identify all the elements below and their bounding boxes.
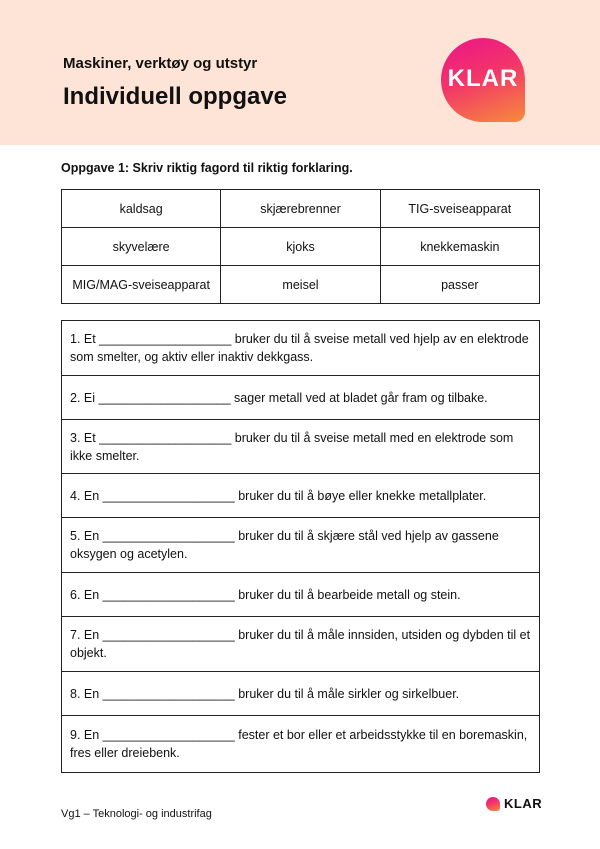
- klar-logo: [441, 38, 525, 122]
- word-bank-cell: meisel: [221, 266, 380, 304]
- sentence-row: 9. En ___________________ fester et bor eller et arbeidsstykke til en boremaskin, fres eller dreiebenk.: [70, 728, 528, 760]
- word-bank-cell: skjærebrenner: [221, 190, 380, 228]
- word-bank-row: [62, 228, 540, 266]
- sentence-row: 8. En ___________________ bruker du til å måle sirkler og sirkelbuer.: [62, 672, 539, 716]
- word-bank-row: [62, 266, 540, 304]
- word-bank-cell: TIG-sveiseapparat: [380, 190, 539, 228]
- klar-logo-text: KLAR: [447, 65, 519, 92]
- word-bank-cell: skyvelære: [62, 228, 221, 266]
- sentence-row: 1. Et ___________________ bruker du til å sveise metall ved hjelp av en elektrode som smelter, og aktiv eller inaktiv dekkgass.: [62, 321, 539, 376]
- sentence-row: 2. Ei ___________________ sager metall ved at bladet går fram og tilbake.: [62, 376, 539, 420]
- word-bank-row: [62, 190, 540, 228]
- page-subtitle: Maskiner, verktøy og utstyr: [63, 55, 258, 72]
- word-bank-cell: passer: [380, 266, 539, 304]
- sentence-row: 5. En ___________________ bruker du til å skjære stål ved hjelp av gassene oksygen og acetylen.: [62, 518, 539, 573]
- task-heading: Oppgave 1: Skriv riktig fagord til riktig forklaring.: [61, 161, 353, 175]
- footer-text: Vg1 – Teknologi- og industrifag: [61, 808, 212, 820]
- word-bank-table: [61, 189, 540, 304]
- sentence-row: 7. En ___________________ bruker du til å måle innsiden, utsiden og dybden til et objekt.: [62, 617, 539, 672]
- word-bank-cell: kaldsag: [62, 190, 221, 228]
- footer-logo-shape: [486, 797, 500, 811]
- header-banner: [0, 0, 600, 145]
- footer-logo-text: KLAR: [504, 796, 543, 811]
- word-bank-cell: kjoks: [221, 228, 380, 266]
- word-bank-cell: knekkemaskin: [380, 228, 539, 266]
- sentence-row: 4. En ___________________ bruker du til å bøye eller knekke metallplater.: [62, 474, 539, 518]
- sentence-row: 6. En ___________________ bruker du til å bearbeide metall og stein.: [62, 573, 539, 617]
- sentence-row: 3. Et ___________________ bruker du til å sveise metall med en elektrode som ikke smelter.: [62, 420, 539, 474]
- sentence-list: [61, 320, 540, 773]
- page-title: Individuell oppgave: [63, 83, 288, 110]
- word-bank-cell: MIG/MAG-sveiseapparat: [62, 266, 221, 304]
